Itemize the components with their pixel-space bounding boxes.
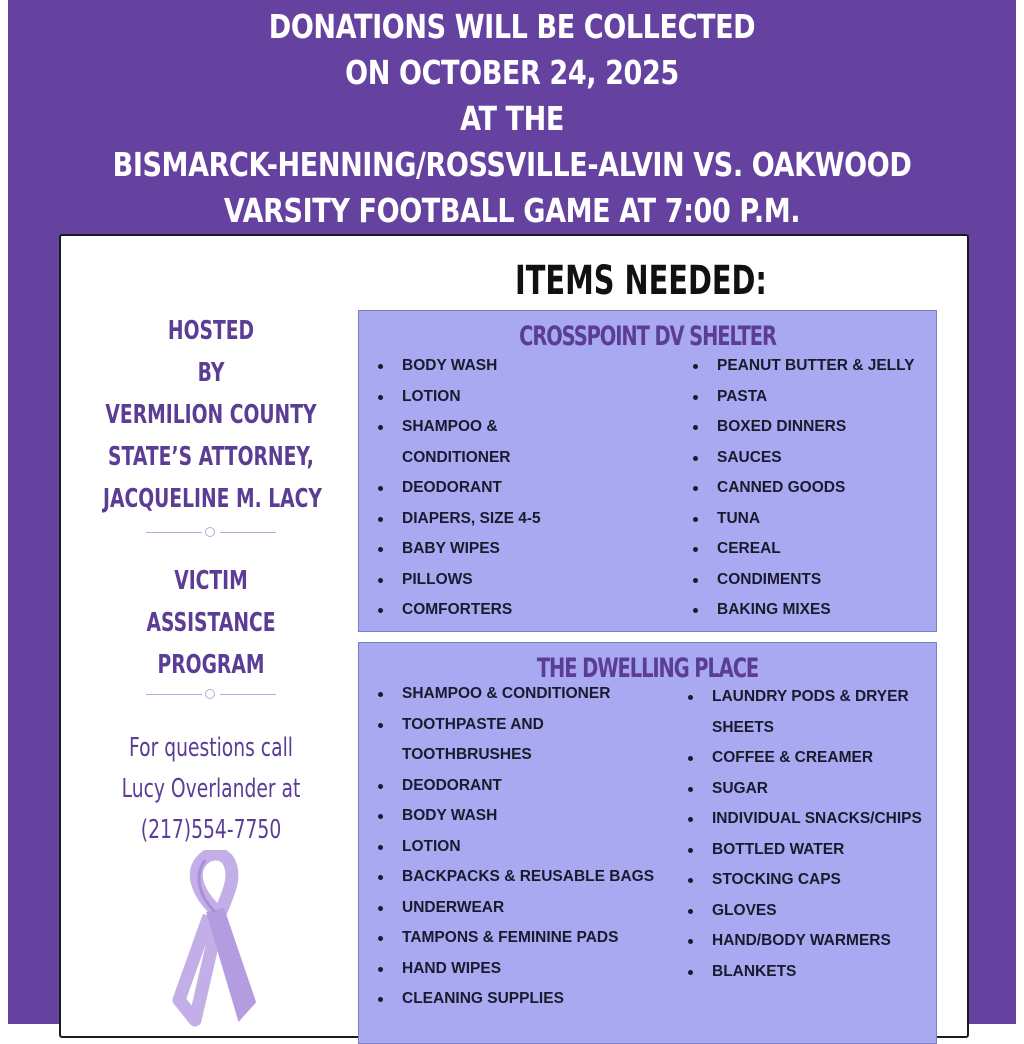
banner-line: ON OCTOBER 24, 2025 (345, 53, 679, 92)
content-card (59, 234, 969, 1038)
list-item: BLANKETS (688, 957, 922, 988)
list-item: DEODORANT (378, 473, 541, 504)
list-item: COFFEE & CREAMER (688, 743, 922, 774)
shelter-box-crosspoint (358, 310, 937, 632)
list-item: HAND/BODY WARMERS (688, 926, 922, 957)
list-item: CONDIMENTS (693, 565, 915, 596)
item-list (378, 679, 654, 1015)
list-item: BOTTLED WATER (688, 835, 922, 866)
list-item: LOTION (378, 382, 541, 413)
flyer-page (8, 0, 1016, 1024)
list-item: HAND WIPES (378, 954, 654, 985)
banner-line: AT THE (460, 99, 564, 138)
banner-line: VARSITY FOOTBALL GAME AT 7:00 P.M. (223, 191, 801, 230)
contact-line: For questions call (129, 733, 293, 763)
list-item: PILLOWS (378, 565, 541, 596)
list-item: BACKPACKS & REUSABLE BAGS (378, 862, 654, 893)
ornament-divider (146, 689, 276, 701)
list-item: SHEETS (712, 718, 775, 736)
contact-phone: (217)554-7750 (140, 815, 282, 845)
list-item: CEREAL (693, 534, 915, 565)
item-list (378, 351, 541, 626)
list-item: STOCKING CAPS (688, 865, 922, 896)
program-line: VICTIM (174, 566, 248, 596)
event-banner (99, 4, 926, 234)
list-item: TOOTHBRUSHES (402, 746, 532, 763)
list-item: BOXED DINNERS (693, 412, 915, 443)
list-item: LOTION (378, 832, 654, 863)
ornament-divider (146, 527, 276, 539)
list-item: LAUNDRY PODS & DRYER (688, 682, 922, 713)
list-item: GLOVES (688, 896, 922, 927)
list-item: BABY WIPES (378, 534, 541, 565)
item-list (688, 682, 922, 987)
list-item: TUNA (693, 504, 915, 535)
contact-info (103, 728, 319, 851)
host-info (102, 310, 322, 520)
list-item: COMFORTERS (378, 595, 541, 626)
host-line: JACQUELINE M. LACY (102, 484, 322, 514)
awareness-ribbon-icon (165, 850, 265, 1030)
list-item: SAUCES (693, 443, 915, 474)
list-item: SUGAR (688, 774, 922, 805)
list-item: SHAMPOO & (378, 412, 541, 443)
list-item: PASTA (693, 382, 915, 413)
program-line: PROGRAM (157, 650, 265, 680)
list-item: CLEANING SUPPLIES (378, 984, 654, 1015)
list-item: PEANUT BUTTER & JELLY (693, 351, 915, 382)
list-item: TOOTHPASTE AND (378, 710, 654, 741)
item-list (693, 351, 915, 626)
list-item: BODY WASH (378, 801, 654, 832)
rose-ornament-icon (205, 527, 215, 537)
list-item: CONDITIONER (402, 448, 511, 466)
list-item: BODY WASH (378, 351, 541, 382)
list-item: DIAPERS, SIZE 4-5 (378, 504, 541, 535)
program-line: ASSISTANCE (146, 608, 276, 638)
host-column (61, 236, 361, 1036)
program-info (103, 560, 319, 686)
host-line: STATE’S ATTORNEY, (108, 442, 314, 472)
host-line: HOSTED (167, 316, 255, 346)
shelter-name: THE DWELLING PLACE (536, 653, 759, 684)
items-needed-heading: ITEMS NEEDED: (515, 258, 767, 304)
list-item: UNDERWEAR (378, 893, 654, 924)
list-item: TAMPONS & FEMININE PADS (378, 923, 654, 954)
host-line: VERMILION COUNTY (105, 400, 317, 430)
list-item: SHAMPOO & CONDITIONER (378, 679, 654, 710)
list-item: DEODORANT (378, 771, 654, 802)
rose-ornament-icon (205, 689, 215, 699)
list-item: CANNED GOODS (693, 473, 915, 504)
shelter-box-dwelling-place (358, 642, 937, 1044)
banner-line: BISMARCK-HENNING/ROSSVILLE-ALVIN VS. OAKWOOD (112, 145, 912, 184)
host-line: BY (197, 358, 225, 388)
banner-line: DONATIONS WILL BE COLLECTED (268, 7, 756, 46)
list-item: INDIVIDUAL SNACKS/CHIPS (688, 804, 922, 835)
contact-line: Lucy Overlander at (121, 774, 301, 804)
shelter-name: CROSSPOINT DV SHELTER (519, 321, 776, 352)
list-item: BAKING MIXES (693, 595, 915, 626)
